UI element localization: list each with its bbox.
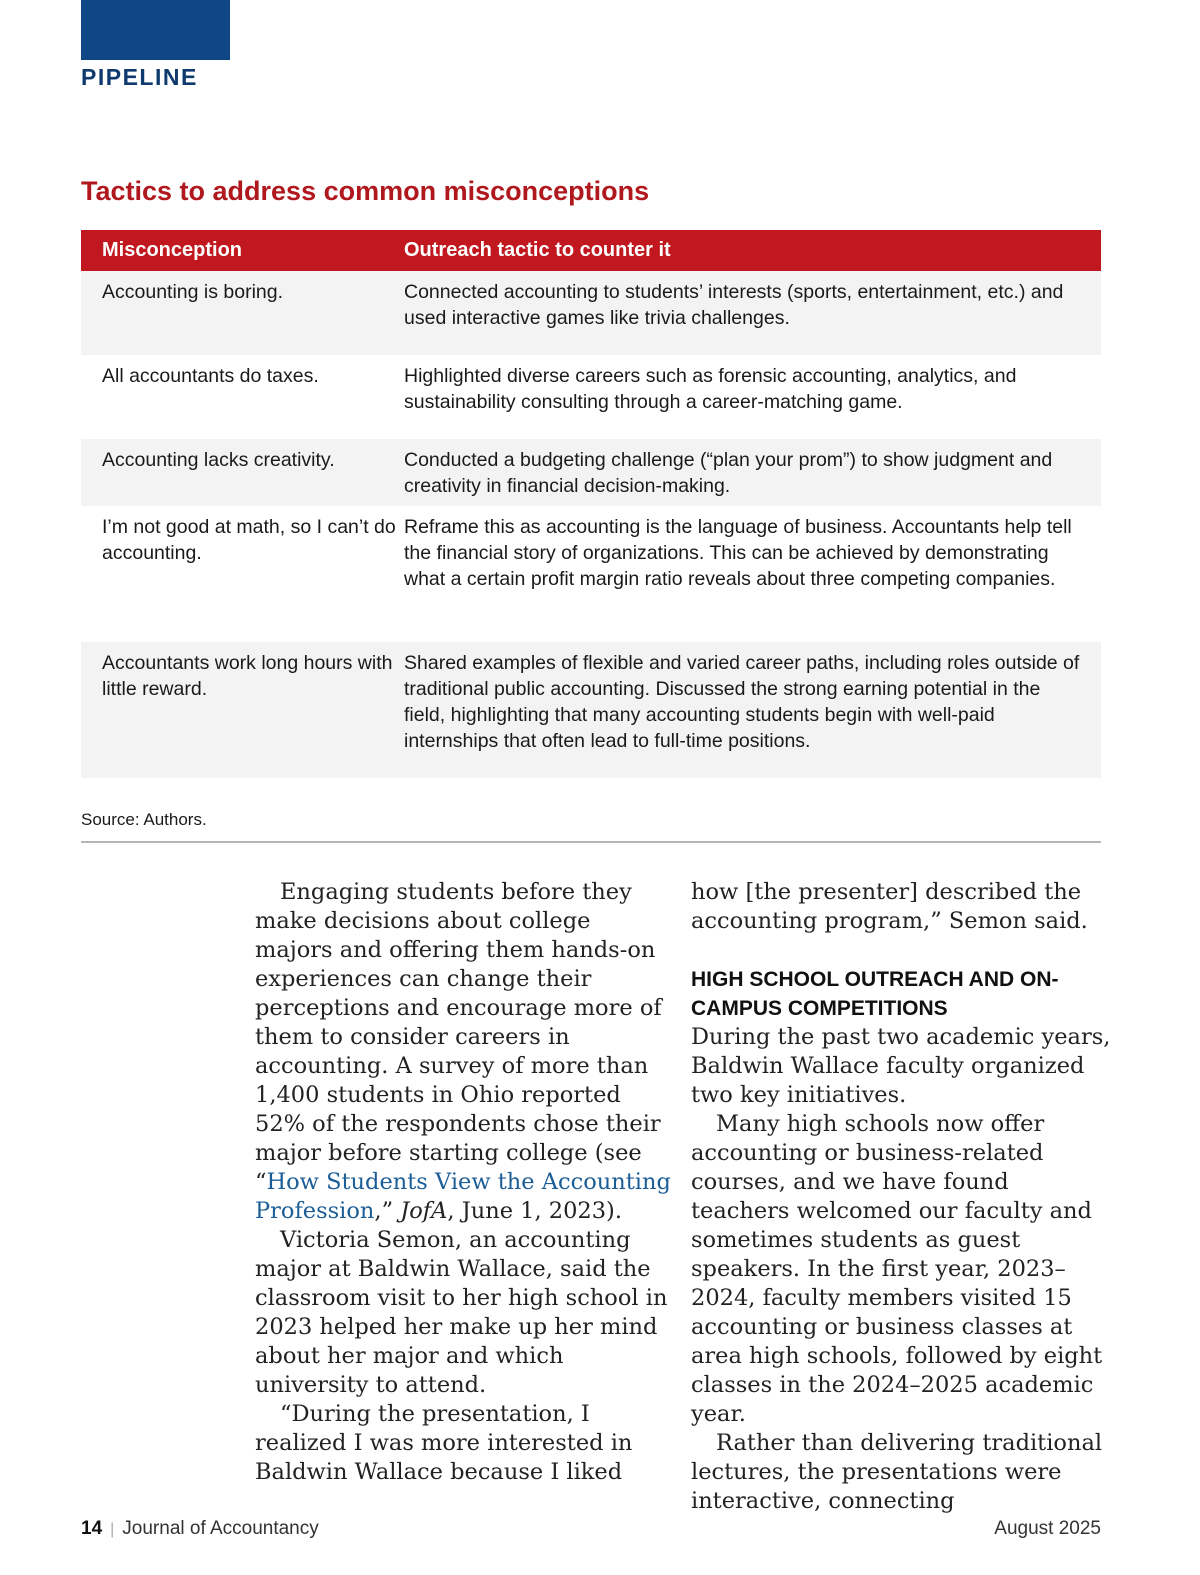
publication-name: JofA (400, 1198, 448, 1224)
column-header-misconception: Misconception (102, 239, 243, 261)
issue-date: August 2025 (994, 1518, 1101, 1539)
misconception-cell: Accounting lacks creativity. (102, 449, 335, 471)
tactic-cell: Connected accounting to students’ interests (sports, entertainment, etc.) and used interactive games like trivia challenges. (404, 281, 1064, 329)
misconception-cell: I’m not good at math, so I can’t do accounting. (102, 516, 396, 564)
paragraph (255, 878, 675, 1226)
table-title: Tactics to address common misconceptions (81, 176, 650, 206)
tactic-cell: Reframe this as accounting is the language of business. Accountants help tell the financial story of organizations. This can be achieved by demonstrating what a certain profit margin ratio reveals about three competing companies. (404, 516, 1072, 590)
section-subheading: HIGH SCHOOL OUTREACH AND ON-CAMPUS COMPETITIONS (691, 968, 1059, 1020)
paragraph: “During the presentation, I realized I was more interested in Baldwin Wallace because I liked (255, 1401, 633, 1485)
paragraph-text: Engaging students before they make decisions about college majors and offering them hands-on experiences can change their perceptions and encourage more of them to consider careers in accounting. A survey of more than 1,400 students in Ohio reported 52% of the respondents chose their major before starting college (see “ (255, 879, 662, 1195)
table-header-row (81, 230, 1101, 271)
paragraph-text: , June 1, 2023). (447, 1198, 622, 1224)
misconception-cell: All accountants do taxes. (102, 365, 319, 387)
journal-name: Journal of Accountancy (122, 1518, 319, 1539)
tactic-cell: Shared examples of flexible and varied career paths, including roles outside of traditional public accounting. Discussed the strong earning potential in the field, highlighting that many accounting students begin with well-paid internships that often lead to full-time positions. (404, 652, 1080, 752)
table-row (81, 271, 1101, 355)
divider (81, 841, 1101, 843)
paragraph: Many high schools now offer accounting or business-related courses, and we have found teachers welcomed our faculty and sometimes students as guest speakers. In the first year, 2023–2024, faculty members visited 15 accounting or business classes at area high schools, followed by eight classes in the 2024–2025 academic year. (691, 1111, 1103, 1427)
misconceptions-table (81, 230, 1101, 778)
table-row (81, 439, 1101, 506)
table-row (81, 642, 1101, 778)
table-source: Source: Authors. (81, 810, 207, 829)
table-row (81, 355, 1101, 439)
footer-separator: | (110, 1521, 115, 1538)
paragraph: During the past two academic years, Baldwin Wallace faculty organized two key initiatives. (691, 1024, 1111, 1108)
section-label: PIPELINE (81, 64, 198, 90)
footer-left (81, 1518, 319, 1540)
paragraph: Rather than delivering traditional lectures, the presentations were interactive, connecting (691, 1430, 1103, 1514)
article-column-right (691, 878, 1111, 1516)
brand-block (81, 0, 230, 60)
tactic-cell: Highlighted diverse careers such as forensic accounting, analytics, and sustainability consulting through a career-matching game. (404, 365, 1017, 413)
misconception-cell: Accounting is boring. (102, 281, 284, 303)
paragraph-text: ,” (374, 1198, 401, 1224)
paragraph: Victoria Semon, an accounting major at Baldwin Wallace, said the classroom visit to her high school in 2023 helped her make up her mind about her major and which university to attend. (255, 1227, 668, 1398)
misconception-cell: Accountants work long hours with little reward. (102, 652, 393, 700)
article-column-left (255, 878, 675, 1487)
article-link[interactable]: How Students View the Accounting Profession (255, 1169, 671, 1224)
paragraph: how [the presenter] described the accounting program,” Semon said. (691, 879, 1088, 934)
tactic-cell: Conducted a budgeting challenge (“plan your prom”) to show judgment and creativity in financial decision-making. (404, 449, 1053, 497)
table-row (81, 506, 1101, 642)
column-header-tactic: Outreach tactic to counter it (404, 239, 671, 261)
page-number: 14 (81, 1518, 103, 1539)
